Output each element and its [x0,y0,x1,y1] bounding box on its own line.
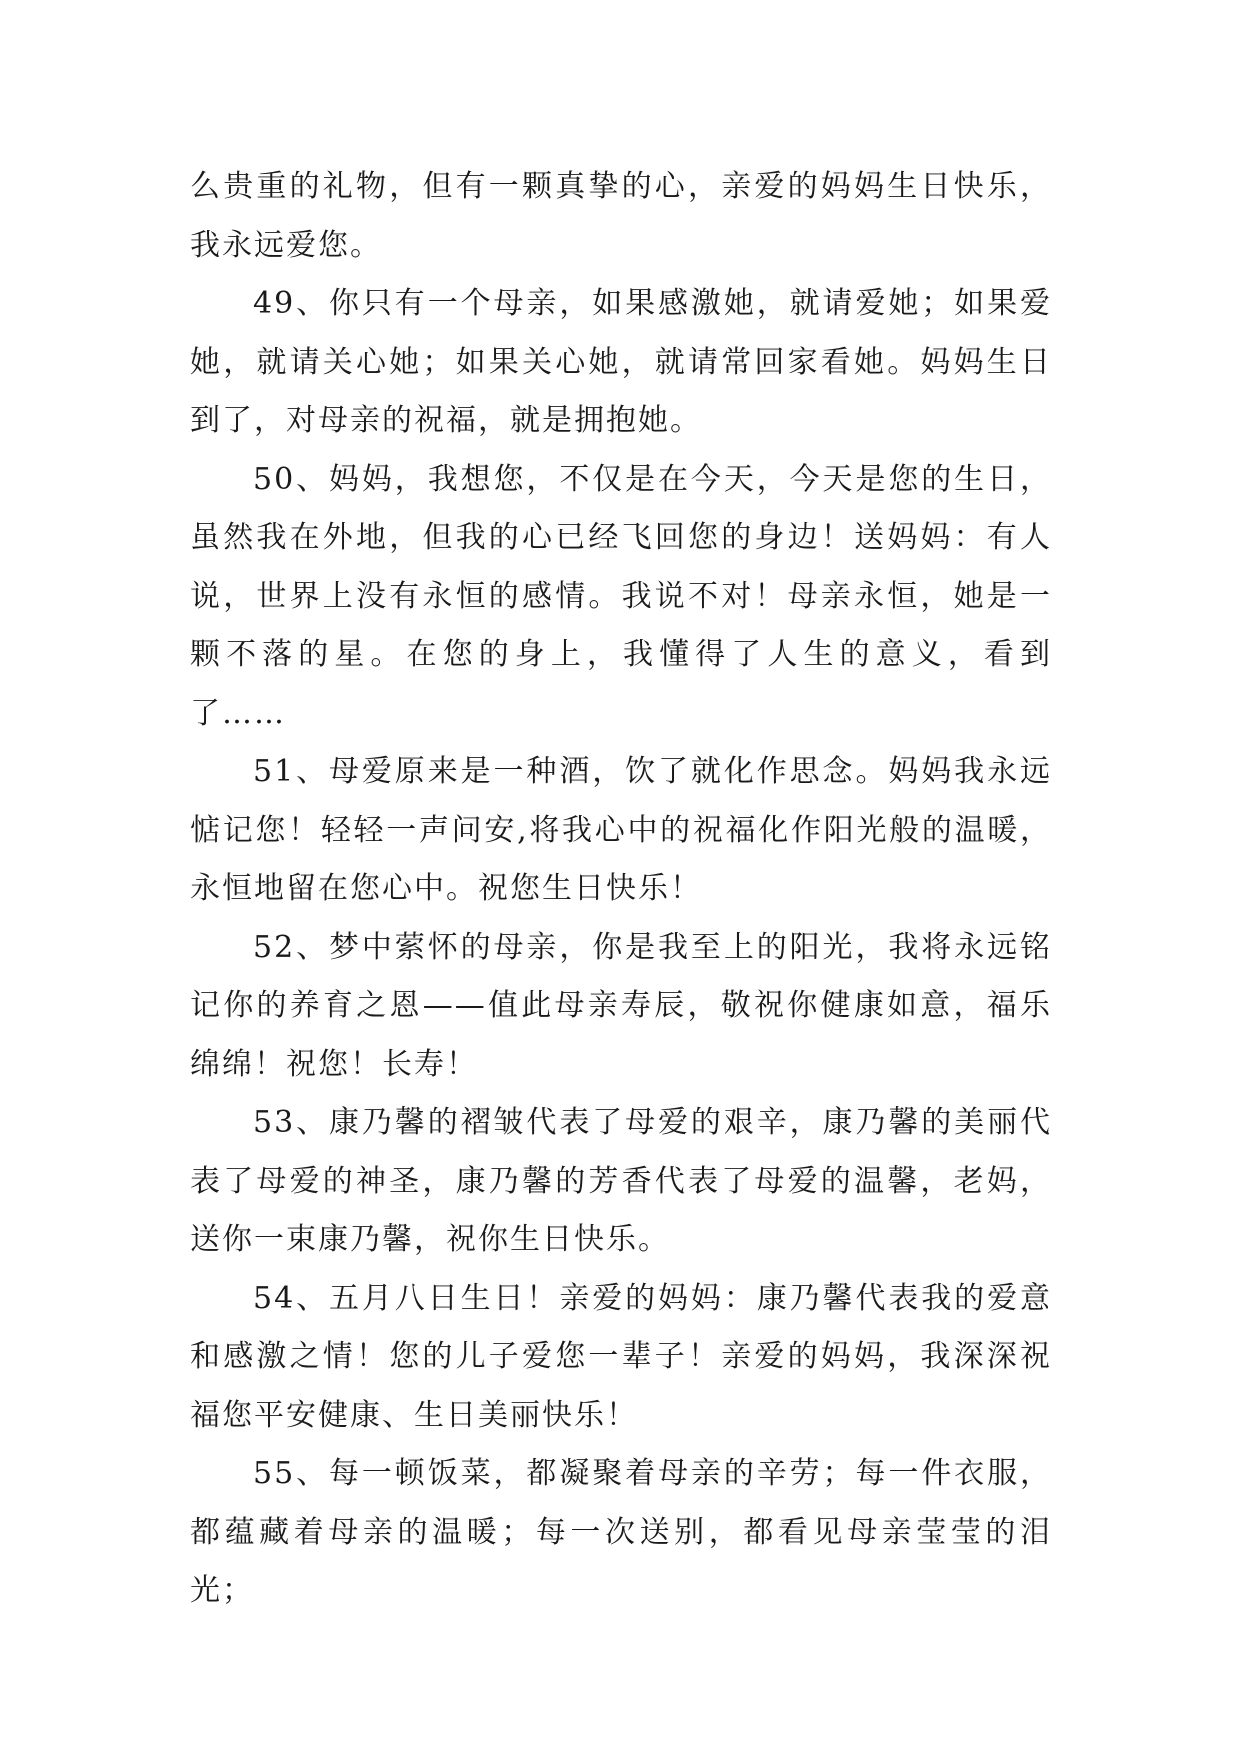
paragraph-54: 54、五月八日生日！亲爱的妈妈：康乃馨代表我的爱意和感激之情！您的儿子爱您一辈子！亲爱的妈妈，我深深祝福您平安健康、生日美丽快乐！ [190,1280,1052,1433]
paragraph-53: 53、康乃馨的褶皱代表了母爱的艰辛，康乃馨的美丽代表了母爱的神圣，康乃馨的芳香代表了母爱的温馨，老妈，送你一束康乃馨，祝你生日快乐。 [190,1105,1052,1257]
paragraph-49: 49、你只有一个母亲，如果感激她，就请爱她；如果爱她，就请关心她；如果关心她，就请常回家看她。妈妈生日到了，对母亲的祝福，就是拥抱她。 [190,286,1052,438]
paragraph-55: 55、每一顿饭菜，都凝聚着母亲的辛劳；每一件衣服，都蕴藏着母亲的温暖；每一次送别，都看见母亲莹莹的泪光； [190,1456,1052,1608]
paragraph-51: 51、母爱原来是一种酒，饮了就化作思念。妈妈我永远惦记您！轻轻一声问安,将我心中的祝福化作阳光般的温暖，永恒地留在您心中。祝您生日快乐！ [190,754,1052,906]
paragraph-50: 50、妈妈，我想您，不仅是在今天，今天是您的生日，虽然我在外地，但我的心已经飞回您的身边！送妈妈：有人说，世界上没有永恒的感情。我说不对！母亲永恒，她是一颗不落的星。在您的身上，我懂得了人生的意义，看到了…… [190,461,1052,731]
document-body [190,158,1052,1621]
paragraph-continuation: 么贵重的礼物，但有一颗真挚的心，亲爱的妈妈生日快乐，我永远爱您。 [190,169,1052,263]
paragraph-52: 52、梦中萦怀的母亲，你是我至上的阳光，我将永远铭记你的养育之恩——值此母亲寿辰，敬祝你健康如意，福乐绵绵！祝您！长寿！ [190,929,1052,1082]
